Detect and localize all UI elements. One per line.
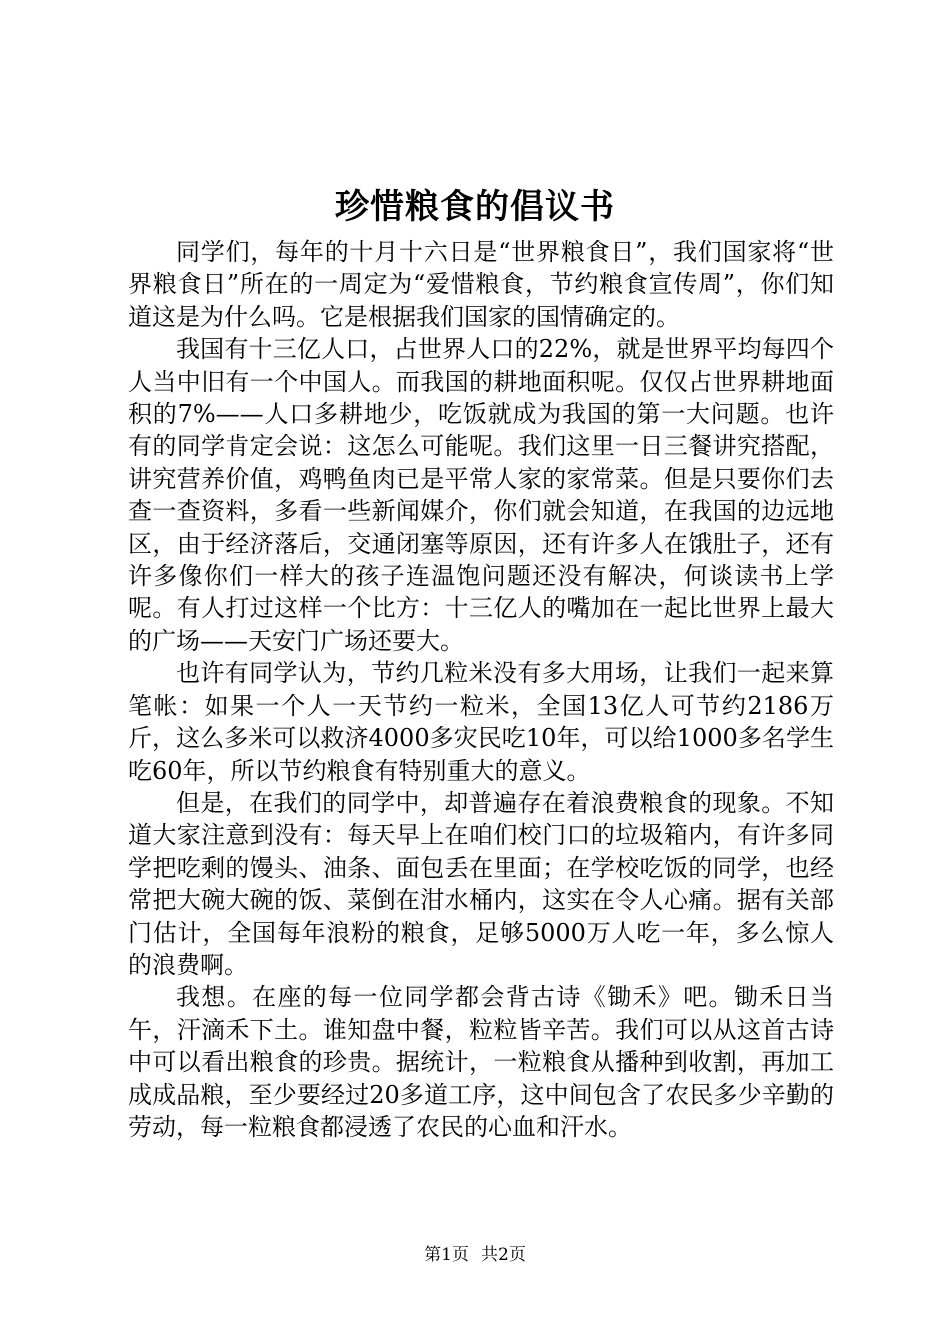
paragraph: 但是，在我们的同学中，却普遍存在着浪费粮食的现象。不知道大家注意到没有：每天早上在咱们校门口的垃圾箱内，有许多同学把吃剩的馒头、油条、面包丢在里面；在学校吃饭的同学，也经常把大碗大碗的饭、菜倒在泔水桶内，这实在令人心痛。据有关部门估计，全国每年浪粉的粮食，足够5000万人吃一年，多么惊人的浪费啊。 bbox=[128, 788, 834, 979]
document-body bbox=[128, 236, 834, 1143]
paragraph: 我想。在座的每一位同学都会背古诗《锄禾》吧。锄禾日当午，汗滴禾下土。谁知盘中餐，粒粒皆辛苦。我们可以从这首古诗中可以看出粮食的珍贵。据统计，一粒粮食从播种到收割，再加工成成品粮，至少要经过20多道工序，这中间包含了农民多少辛勤的劳动，每一粒粮食都浸透了农民的心血和汗水。 bbox=[128, 983, 834, 1141]
paragraph: 同学们，每年的十月十六日是“世界粮食日”，我们国家将“世界粮食日”所在的一周定为“爱惜粮食，节约粮食宣传周”，你们知道这是为什么吗。它是根据我们国家的国情确定的。 bbox=[128, 238, 834, 331]
page-footer bbox=[0, 1243, 950, 1267]
page-number: 第1页 bbox=[424, 1245, 469, 1265]
paragraph: 我国有十三亿人口，占世界人口的22%，就是世界平均每四个人当中旧有一个中国人。而我国的耕地面积呢。仅仅占世界耕地面积的7%——人口多耕地少，吃饭就成为我国的第一大问题。也许有的同学肯定会说：这怎么可能呢。我们这里一日三餐讲究搭配，讲究营养价值，鸡鸭鱼肉已是平常人家的家常菜。但是只要你们去查一查资料，多看一些新闻媒介，你们就会知道，在我国的边远地区，由于经济落后，交通闭塞等原因，还有许多人在饿肚子，还有许多像你们一样大的孩子连温饱问题还没有解决，何谈读书上学呢。有人打过这样一个比方：十三亿人的嘴加在一起比世界上最大的广场——天安门广场还要大。 bbox=[128, 335, 834, 655]
document-title: 珍惜粮食的倡议书 bbox=[335, 187, 615, 227]
page-total: 共2页 bbox=[481, 1245, 526, 1265]
paragraph: 也许有同学认为，节约几粒米没有多大用场，让我们一起来算笔帐：如果一个人一天节约一粒米，全国13亿人可节约2186万斤，这么多米可以救济4000多灾民吃10年，可以给1000多名学生吃60年，所以节约粮食有特别重大的意义。 bbox=[128, 659, 834, 785]
